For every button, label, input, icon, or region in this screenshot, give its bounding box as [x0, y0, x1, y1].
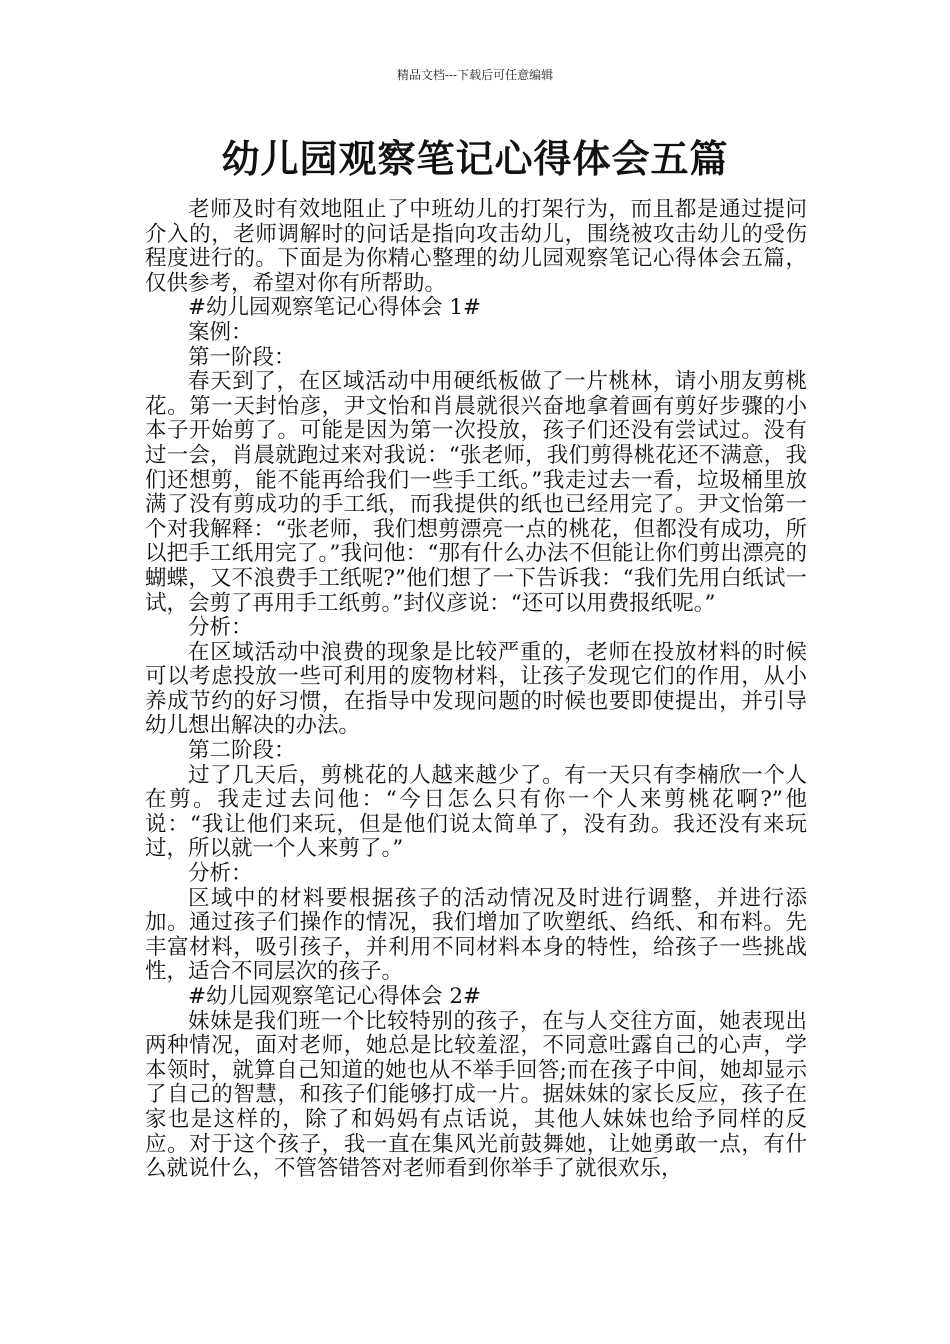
document-body	[145, 198, 807, 1182]
section-heading: #幼儿园观察笔记心得体会 2#	[188, 984, 482, 1009]
section-heading: #幼儿园观察笔记心得体会 1#	[188, 295, 482, 321]
document-title: 幼儿园观察笔记心得体会五篇	[221, 136, 729, 181]
paragraph-label: 案例：	[188, 319, 253, 345]
paragraph: 区域中的材料要根据孩子的活动情况及时进行调整，并进行添加。通过孩子们操作的情况，我们增加了吹塑纸、绉纸、和布料。先丰富材料，吸引孩子，并利用不同材料本身的特性，给孩子一些挑战性，适合不同层次的孩子。	[145, 885, 807, 985]
paragraph-label: 第二阶段：	[188, 738, 296, 764]
paragraph: 妹妹是我们班一个比较特别的孩子，在与人交往方面，她表现出两种情况，面对老师，她总是比较羞涩，不同意吐露自己的心声，学本领时，就算自己知道的她也从不举手回答;而在孩子中间，她却显示了自己的智慧，和孩子们能够打成一片。据妹妹的家长反应，孩子在家也是这样的，除了和妈妈有点话说，其他人妹妹也给予同样的反应。对于这个孩子，我一直在集风光前鼓舞她，让她勇敢一点，有什么就说什么，不管答错答对老师看到你举手了就很欢乐，	[145, 1008, 807, 1182]
paragraph-label: 第一阶段：	[188, 344, 296, 370]
paragraph: 老师及时有效地阻止了中班幼儿的打架行为，而且都是通过提问介入的，老师调解时的问话是指向攻击幼儿，围绕被攻击幼儿的受伤程度进行的。下面是为你精心整理的幼儿园观察笔记心得体会五篇，仅供参考，希望对你有所帮助。	[145, 197, 807, 296]
paragraph: 在区域活动中浪费的现象是比较严重的，老师在投放材料的时候可以考虑投放一些可利用的废物材料，让孩子发现它们的作用，从小养成节约的好习惯，在指导中发现问题的时候也要即使提出，并引导幼儿想出解决的办法。	[145, 639, 807, 739]
header-note: 精品文档---下载后可任意编辑	[396, 68, 554, 82]
paragraph: 过了几天后，剪桃花的人越来越少了。有一天只有李楠欣一个人在剪。我走过去问他：“今日怎么只有你一个人来剪桃花啊?”他说：“我让他们来玩，但是他们说太简单了，没有劲。我还没有来玩过，所以就一个人来剪了。”	[145, 762, 807, 862]
paragraph: 春天到了，在区域活动中用硬纸板做了一片桃林，请小朋友剪桃花。第一天封怡彦，尹文怡和肖晨就很兴奋地拿着画有剪好步骤的小本子开始剪了。可能是因为第一次投放，孩子们还没有尝试过。没有过一会，肖晨就跑过来对我说：“张老师，我们剪得桃花还不满意，我们还想剪，能不能再给我们一些手工纸。”我走过去一看，垃圾桶里放满了没有剪成功的手工纸，而我提供的纸也已经用完了。尹文怡第一个对我解释：“张老师，我们想剪漂亮一点的桃花，但都没有成功，所以把手工纸用完了。”我问他：“那有什么办法不但能让你们剪出漂亮的蝴蝶，又不浪费手工纸呢?”他们想了一下告诉我：“我们先用白纸试一试，会剪了再用手工纸剪。”封仪彦说：“还可以用费报纸呢。”	[145, 369, 807, 616]
paragraph-label: 分析：	[188, 615, 253, 641]
paragraph-label: 分析：	[188, 861, 253, 887]
